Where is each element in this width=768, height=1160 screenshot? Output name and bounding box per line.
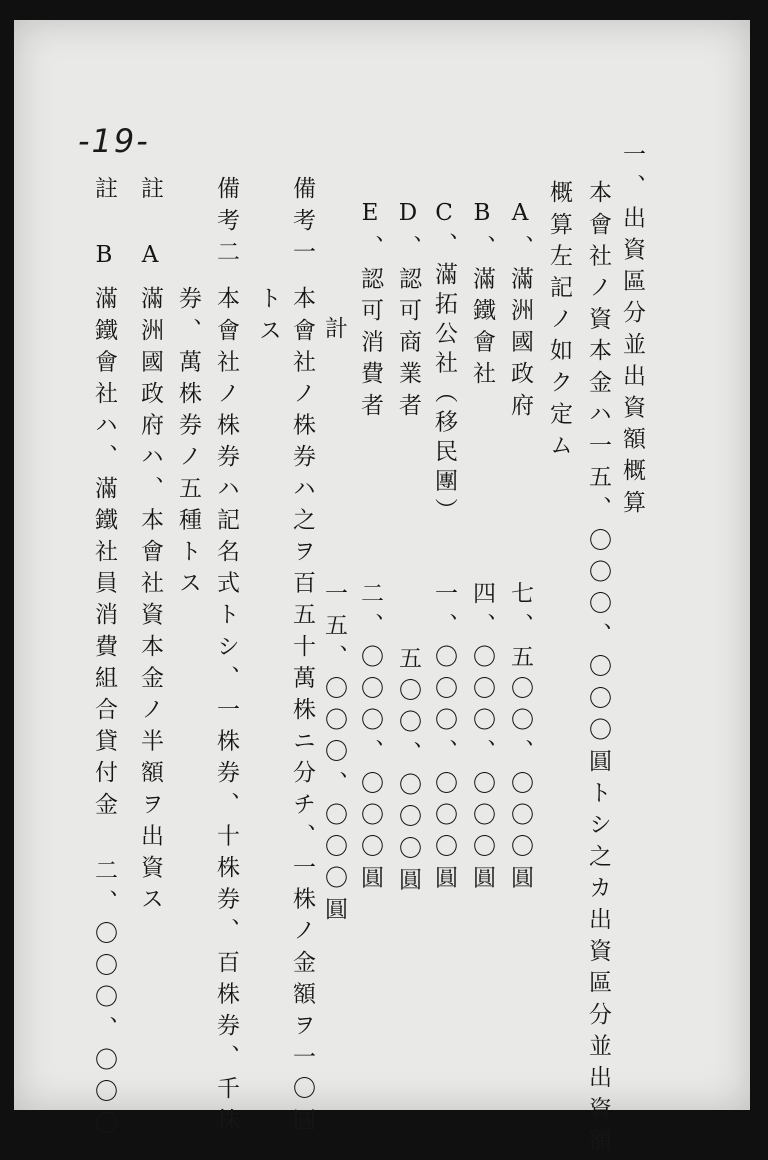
annotation-a-title: 註 A [137,176,163,277]
section-heading: 一、出資區分並出資額概算 [619,142,645,522]
remark-2-title: 備考二 [213,176,239,271]
item-c-amount: 一、〇〇〇、〇〇〇圓 [431,581,457,897]
item-b-label: B、滿鐵會社 [469,200,495,393]
annotation-a-text: 滿洲國政府ハ、本會社資本金ノ半額ヲ出資ス [137,286,163,918]
item-c-label: C、滿拓公社（移民團） [431,200,457,528]
remark-1-text: 本會社ノ株券ハ之ヲ百五十萬株ニ分チ、一株ノ金額ヲ一〇圓 [289,286,315,1140]
item-e-label: E、認可消費者 [357,200,383,425]
item-a-label: A、滿洲國政府 [507,200,533,425]
item-a-amount: 七、五〇〇、〇〇〇圓 [507,581,533,897]
item-b-amount: 四、〇〇〇、〇〇〇圓 [469,581,495,897]
item-d-label: D、認可商業者 [395,200,421,425]
annotation-b-text: 滿鐵會社ハ、滿鐵社員消費組合貸付金 二、〇〇〇、〇〇〇 [91,286,117,1143]
remark-2-continued: 券、萬株券ノ五種トス [175,286,201,602]
intro-line-1: 本會社ノ資本金ハ一五、〇〇〇、〇〇〇圓トシ之カ出資區分並出資額 [585,180,611,1160]
remark-1-continued: トス [255,286,281,350]
page-number: -19- [78,122,150,160]
item-d-amount: 五〇〇、〇〇〇圓 [395,646,421,899]
intro-line-2: 概算左記ノ如ク定ム [546,180,572,465]
total-label: 計 [321,316,347,348]
remark-2-text: 本會社ノ株券ハ記名式トシ、一株券、十株券、百株券、千株 [213,286,239,1140]
remark-1-title: 備考一 [289,176,315,271]
annotation-b-title: 註 B [91,176,117,277]
total-amount: 一五、〇〇〇、〇〇〇圓 [321,581,347,929]
item-e-amount: 二、〇〇〇、〇〇〇圓 [357,581,383,897]
